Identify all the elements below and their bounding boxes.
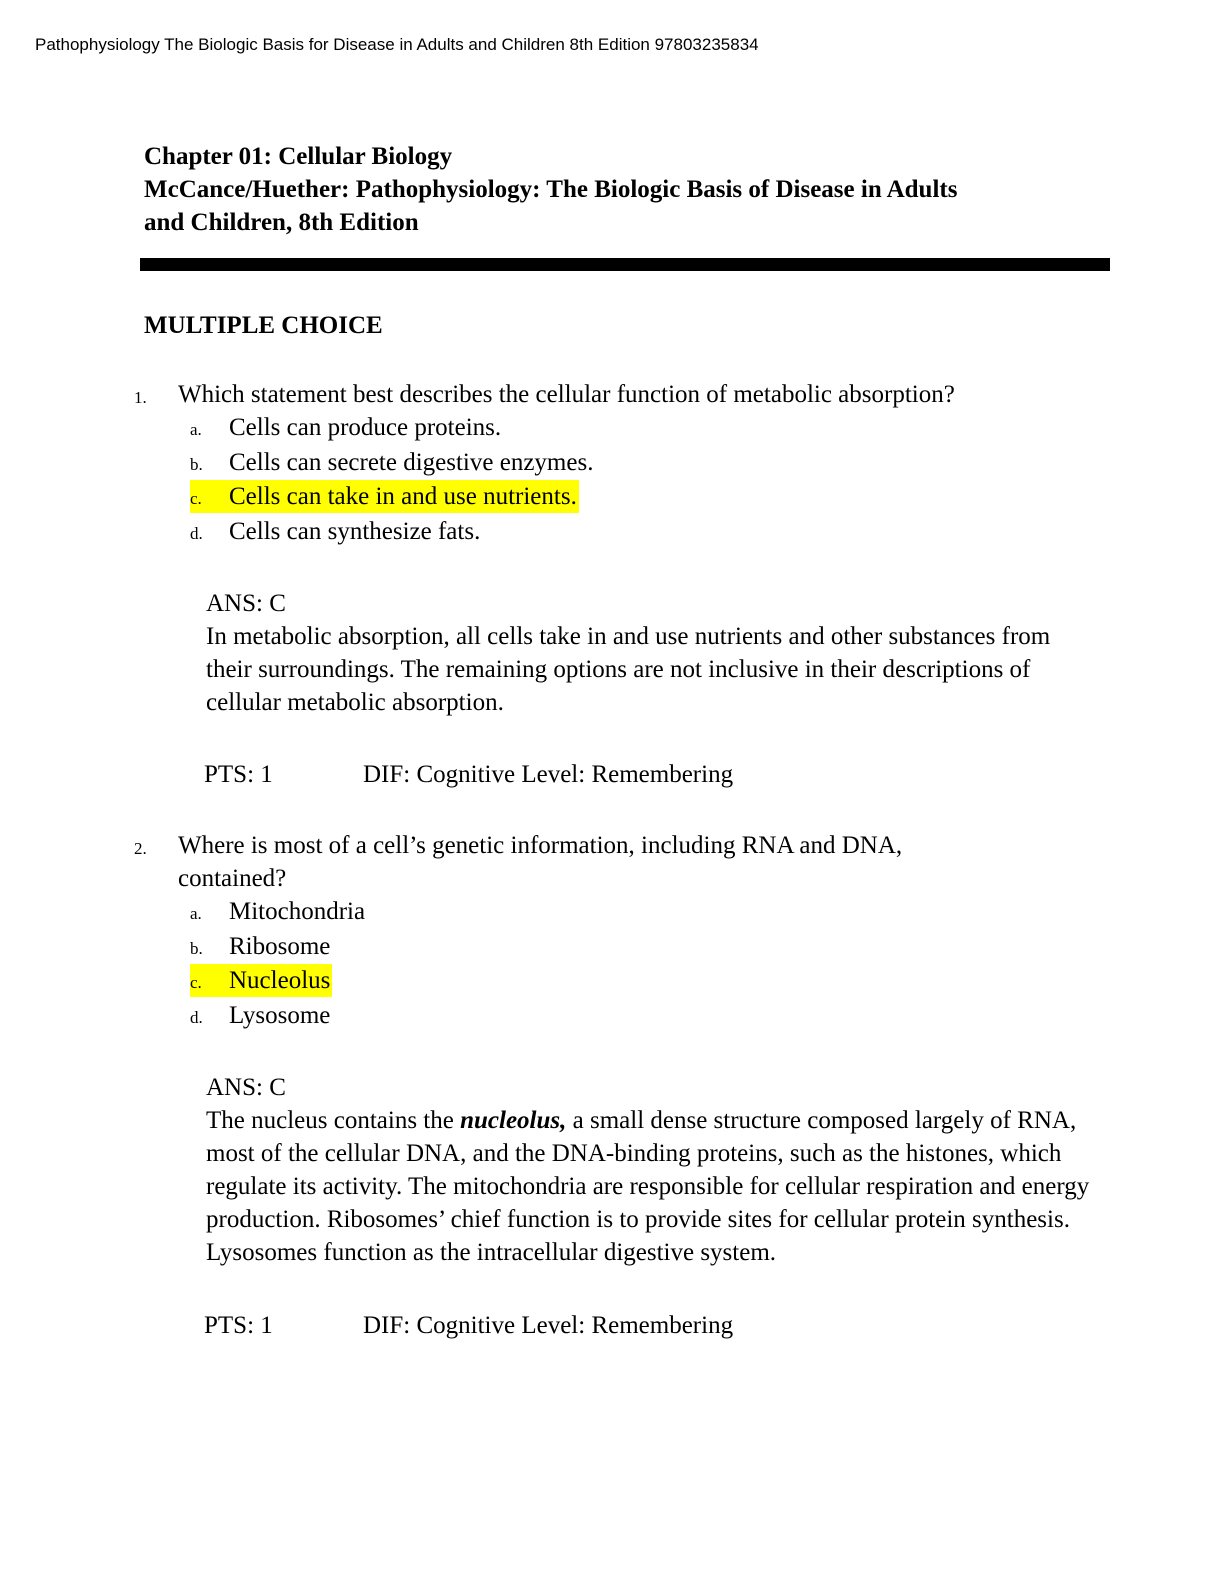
book-title-line-2: and Children, 8th Edition (144, 209, 419, 236)
book-title-line-1: McCance/Huether: Pathophysiology: The Biologic Basis of Disease in Adults (144, 176, 958, 203)
question-number: 1. (134, 388, 147, 407)
option-letter: d. (190, 523, 203, 543)
rationale: In metabolic absorption, all cells take in and use nutrients and other substances from their surroundings. The remaining options are not inclusive in their descriptions of cellular metabolic absorption. (206, 623, 1051, 716)
option-highlight (190, 515, 482, 548)
option-text: Ribosome (229, 932, 331, 960)
option-c (0, 964, 1224, 999)
option-letter: b. (190, 454, 203, 474)
option-b (0, 930, 1224, 965)
option-letter: b. (190, 938, 203, 958)
section-heading: MULTIPLE CHOICE (144, 312, 383, 339)
option-letter: c. (190, 973, 202, 992)
meta-line (0, 758, 1224, 791)
option-highlight (190, 480, 579, 513)
option-text: Lysosome (229, 1001, 331, 1029)
option-text: Cells can take in and use nutrients. (229, 483, 577, 510)
title-block (144, 140, 1104, 239)
heavy-divider (140, 258, 1110, 271)
option-letter: a. (190, 420, 202, 439)
difficulty: DIF: Cognitive Level: Remembering (363, 761, 734, 788)
option-b (0, 446, 1224, 481)
option-highlight (190, 930, 332, 963)
rationale (206, 1104, 1096, 1269)
answer-block (206, 587, 1096, 719)
rationale-rest: a small dense structure composed largely of RNA, most of the cellular DNA, and the DNA-binding proteins, such as the histones, which regulate its activity. The mitochondria are responsible for cellular respiration and energy production. Ribosomes’ chief function is to provide sites for cellular protein synthesis. Lysosomes function as the intracellular digestive system. (206, 1107, 1090, 1266)
answer-key: ANS: C (206, 590, 286, 617)
option-highlight (190, 411, 503, 444)
points: PTS: 1 (204, 761, 273, 788)
option-text: Mitochondria (229, 898, 366, 925)
option-text: Nucleolus (229, 967, 331, 994)
option-d (0, 999, 1224, 1034)
chapter-title: Chapter 01: Cellular Biology (144, 143, 453, 170)
option-highlight (190, 895, 367, 928)
option-text: Cells can secrete digestive enzymes. (229, 448, 594, 476)
option-d (0, 515, 1224, 550)
answer-key: ANS: C (206, 1074, 286, 1101)
question-1 (0, 378, 1224, 791)
rationale-lead: The nucleus contains the (206, 1107, 461, 1134)
points: PTS: 1 (204, 1312, 273, 1339)
question-2 (0, 829, 1224, 1342)
option-text: Cells can synthesize fats. (229, 517, 481, 545)
question-text: Which statement best describes the cellular function of metabolic absorption? (178, 381, 955, 408)
option-highlight (190, 999, 332, 1032)
running-header: Pathophysiology The Biologic Basis for Disease in Adults and Children 8th Edition 97803235834 (35, 35, 759, 54)
rationale-emphasis: nucleolus, (460, 1107, 567, 1134)
option-letter: a. (190, 904, 202, 923)
option-c (0, 480, 1224, 515)
option-text: Cells can produce proteins. (229, 414, 502, 441)
question-stem (0, 829, 1224, 895)
difficulty: DIF: Cognitive Level: Remembering (363, 1312, 734, 1339)
question-number: 2. (134, 839, 147, 858)
option-highlight (190, 446, 595, 479)
option-letter: c. (190, 489, 202, 508)
option-letter: d. (190, 1007, 203, 1027)
meta-line (0, 1309, 1224, 1342)
answer-block (206, 1071, 1096, 1269)
option-a (0, 895, 1224, 930)
option-a (0, 411, 1224, 446)
option-highlight (190, 964, 332, 997)
question-stem (0, 378, 1224, 411)
question-text: Where is most of a cell’s genetic information, including RNA and DNA, contained? (178, 832, 903, 892)
